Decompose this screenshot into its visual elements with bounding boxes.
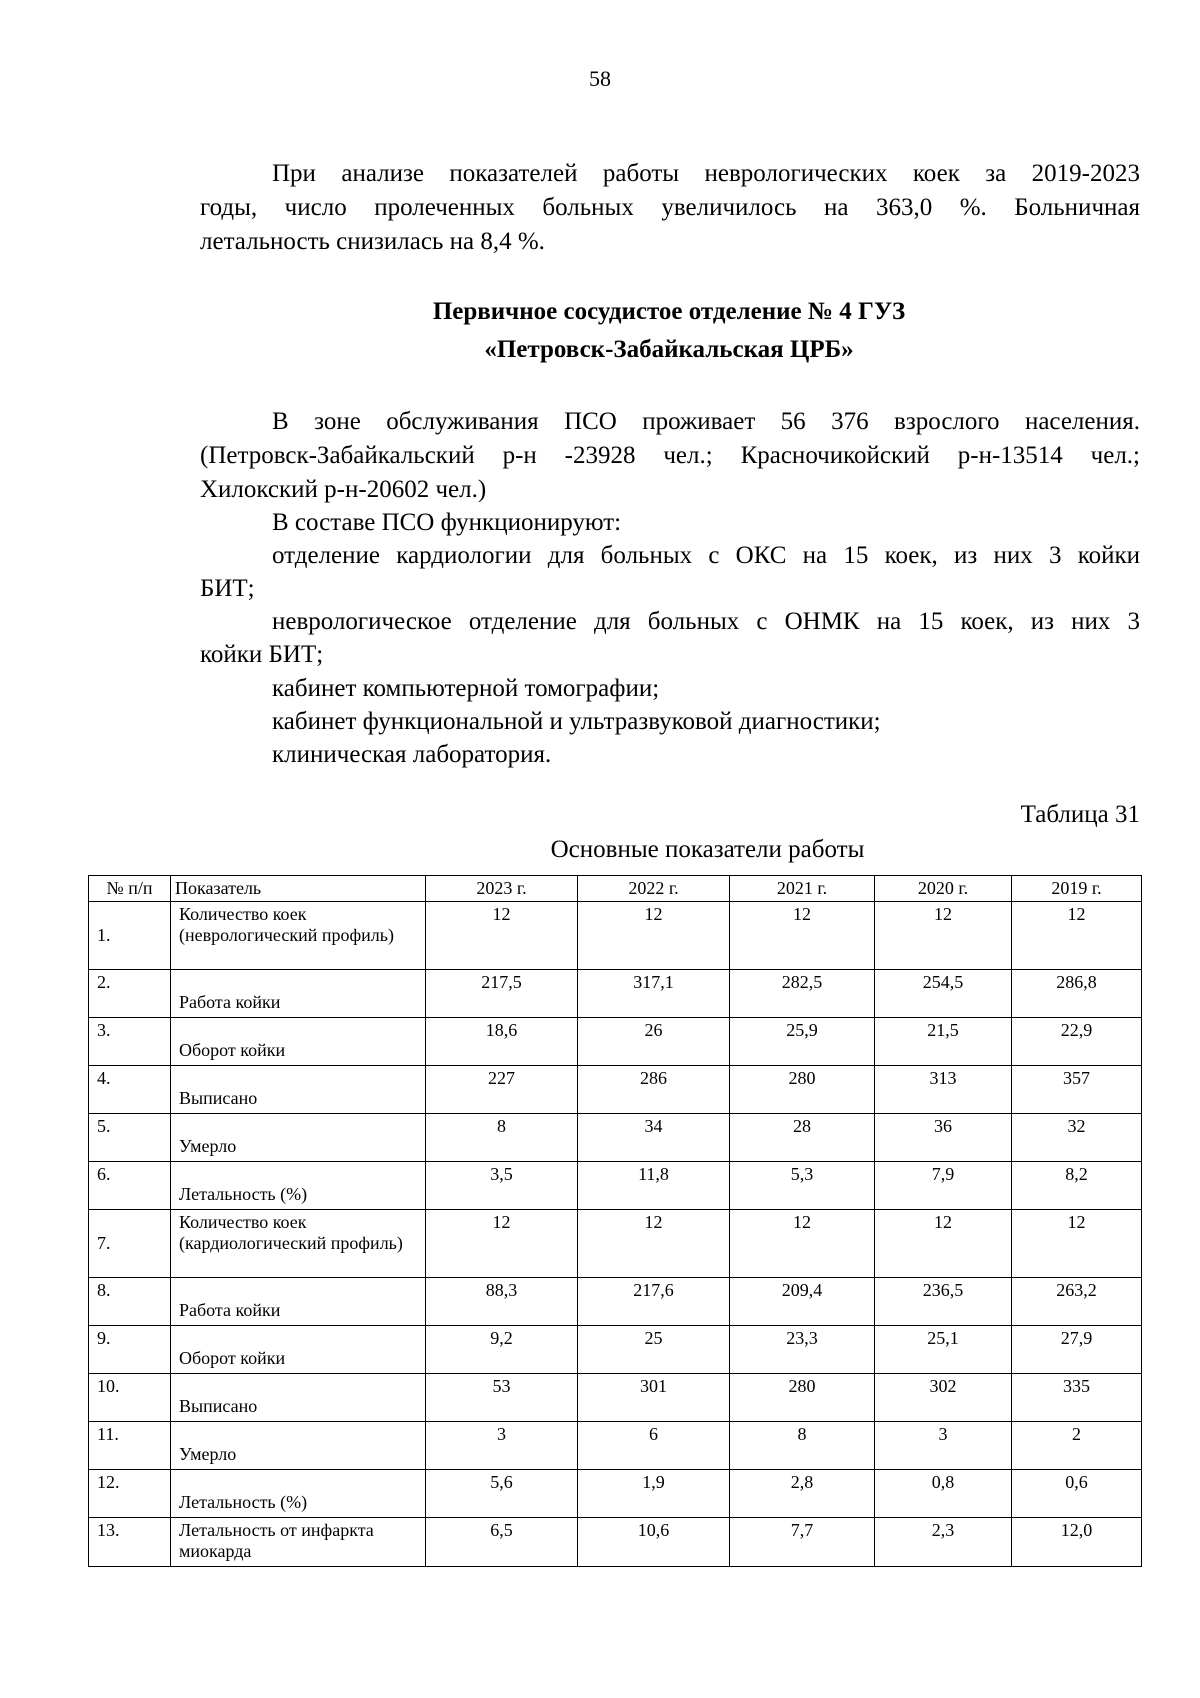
row-indicator: Количество коек (кардиологический профиль) xyxy=(171,1210,426,1278)
indicators-table xyxy=(88,875,1142,1567)
value-2022: 6 xyxy=(578,1422,730,1470)
table-title: Основные показатели работы xyxy=(550,836,865,863)
table-row xyxy=(89,1374,1142,1422)
row-number: 12. xyxy=(89,1470,171,1518)
row-indicator: Летальность (%) xyxy=(171,1470,426,1518)
value-2021: 7,7 xyxy=(730,1518,875,1567)
value-2023: 3 xyxy=(426,1422,578,1470)
table-row xyxy=(89,970,1142,1018)
row-indicator: Оборот койки xyxy=(171,1326,426,1374)
value-2022: 25 xyxy=(578,1326,730,1374)
value-2020: 12 xyxy=(875,1210,1012,1278)
value-2023: 217,5 xyxy=(426,970,578,1018)
value-2021: 209,4 xyxy=(730,1278,875,1326)
table-row xyxy=(89,902,1142,970)
zone-line-3: Хилокский р-н-20602 чел.) xyxy=(200,476,487,503)
value-2019: 8,2 xyxy=(1012,1162,1142,1210)
value-2023: 12 xyxy=(426,1210,578,1278)
value-2023: 88,3 xyxy=(426,1278,578,1326)
value-2020: 2,3 xyxy=(875,1518,1012,1567)
value-2023: 3,5 xyxy=(426,1162,578,1210)
composition-item-5: клиническая лаборатория. xyxy=(272,741,552,768)
row-indicator: Выписано xyxy=(171,1374,426,1422)
value-2019: 32 xyxy=(1012,1114,1142,1162)
value-2023: 6,5 xyxy=(426,1518,578,1567)
row-indicator: Работа койки xyxy=(171,1278,426,1326)
table-row xyxy=(89,1422,1142,1470)
row-number: 13. xyxy=(89,1518,171,1567)
value-2020: 12 xyxy=(875,902,1012,970)
row-number: 11. xyxy=(89,1422,171,1470)
row-number: 10. xyxy=(89,1374,171,1422)
value-2019: 27,9 xyxy=(1012,1326,1142,1374)
row-indicator: Умерло xyxy=(171,1114,426,1162)
value-2020: 302 xyxy=(875,1374,1012,1422)
header-2023: 2023 г. xyxy=(426,876,578,902)
row-indicator: Умерло xyxy=(171,1422,426,1470)
composition-item-1-line-2: БИТ; xyxy=(200,575,255,602)
composition-item-4: кабинет функциональной и ультразвуковой диагностики; xyxy=(272,708,881,735)
value-2021: 28 xyxy=(730,1114,875,1162)
composition-intro: В составе ПСО функционируют: xyxy=(272,509,622,536)
value-2020: 254,5 xyxy=(875,970,1012,1018)
value-2020: 36 xyxy=(875,1114,1012,1162)
intro-line-1: При анализе показателей работы неврологических коек за 2019-2023 xyxy=(272,160,1140,187)
value-2023: 9,2 xyxy=(426,1326,578,1374)
value-2023: 227 xyxy=(426,1066,578,1114)
value-2020: 3 xyxy=(875,1422,1012,1470)
intro-line-2: годы, число пролеченных больных увеличилось на 363,0 %. Больничная xyxy=(200,194,1140,221)
value-2019: 357 xyxy=(1012,1066,1142,1114)
table-row xyxy=(89,1326,1142,1374)
section-heading-line-2: «Петровск-Забайкальская ЦРБ» xyxy=(484,336,854,363)
table-header-row xyxy=(89,876,1142,902)
value-2023: 53 xyxy=(426,1374,578,1422)
value-2022: 12 xyxy=(578,1210,730,1278)
table-row xyxy=(89,1518,1142,1567)
value-2022: 11,8 xyxy=(578,1162,730,1210)
value-2019: 2 xyxy=(1012,1422,1142,1470)
row-number: 2. xyxy=(89,970,171,1018)
section-heading-line-1: Первичное сосудистое отделение № 4 ГУЗ xyxy=(432,298,906,325)
value-2020: 0,8 xyxy=(875,1470,1012,1518)
header-2019: 2019 г. xyxy=(1012,876,1142,902)
value-2023: 5,6 xyxy=(426,1470,578,1518)
header-2020: 2020 г. xyxy=(875,876,1012,902)
intro-line-3: летальность снизилась на 8,4 %. xyxy=(200,228,545,255)
value-2022: 26 xyxy=(578,1018,730,1066)
value-2022: 1,9 xyxy=(578,1470,730,1518)
value-2019: 12 xyxy=(1012,902,1142,970)
value-2022: 12 xyxy=(578,902,730,970)
zone-line-1: В зоне обслуживания ПСО проживает 56 376 взрослого населения. xyxy=(272,408,1140,435)
value-2019: 286,8 xyxy=(1012,970,1142,1018)
value-2020: 7,9 xyxy=(875,1162,1012,1210)
value-2022: 34 xyxy=(578,1114,730,1162)
composition-item-2-line-1: неврологическое отделение для больных с ОНМК на 15 коек, из них 3 xyxy=(272,608,1140,635)
value-2021: 12 xyxy=(730,902,875,970)
value-2022: 301 xyxy=(578,1374,730,1422)
table-row xyxy=(89,1114,1142,1162)
value-2022: 317,1 xyxy=(578,970,730,1018)
row-indicator: Работа койки xyxy=(171,970,426,1018)
row-number: 5. xyxy=(89,1114,171,1162)
row-number: 1. xyxy=(89,902,171,970)
row-number: 6. xyxy=(89,1162,171,1210)
value-2020: 25,1 xyxy=(875,1326,1012,1374)
table-row xyxy=(89,1210,1142,1278)
value-2021: 280 xyxy=(730,1374,875,1422)
header-2022: 2022 г. xyxy=(578,876,730,902)
value-2019: 335 xyxy=(1012,1374,1142,1422)
value-2023: 18,6 xyxy=(426,1018,578,1066)
value-2019: 22,9 xyxy=(1012,1018,1142,1066)
value-2021: 12 xyxy=(730,1210,875,1278)
composition-item-3: кабинет компьютерной томографии; xyxy=(272,675,660,702)
value-2019: 12 xyxy=(1012,1210,1142,1278)
table-row xyxy=(89,1162,1142,1210)
value-2022: 10,6 xyxy=(578,1518,730,1567)
row-number: 3. xyxy=(89,1018,171,1066)
value-2019: 12,0 xyxy=(1012,1518,1142,1567)
header-indicator: Показатель xyxy=(171,876,426,902)
value-2023: 8 xyxy=(426,1114,578,1162)
table-row xyxy=(89,1018,1142,1066)
header-num: № п/п xyxy=(89,876,171,902)
table-row xyxy=(89,1066,1142,1114)
value-2019: 0,6 xyxy=(1012,1470,1142,1518)
row-indicator: Оборот койки xyxy=(171,1018,426,1066)
composition-item-2-line-2: койки БИТ; xyxy=(200,641,324,668)
composition-item-1-line-1: отделение кардиологии для больных с ОКС на 15 коек, из них 3 койки xyxy=(272,542,1140,569)
value-2021: 25,9 xyxy=(730,1018,875,1066)
row-number: 8. xyxy=(89,1278,171,1326)
table-row xyxy=(89,1278,1142,1326)
row-number: 7. xyxy=(89,1210,171,1278)
row-number: 9. xyxy=(89,1326,171,1374)
row-indicator: Выписано xyxy=(171,1066,426,1114)
value-2020: 236,5 xyxy=(875,1278,1012,1326)
table-row xyxy=(89,1470,1142,1518)
value-2021: 2,8 xyxy=(730,1470,875,1518)
value-2021: 282,5 xyxy=(730,970,875,1018)
value-2021: 8 xyxy=(730,1422,875,1470)
row-indicator: Летальность (%) xyxy=(171,1162,426,1210)
row-number: 4. xyxy=(89,1066,171,1114)
value-2023: 12 xyxy=(426,902,578,970)
zone-line-2: (Петровск-Забайкальский р-н -23928 чел.; Красночикойский р-н-13514 чел.; xyxy=(200,442,1140,469)
value-2020: 21,5 xyxy=(875,1018,1012,1066)
value-2022: 217,6 xyxy=(578,1278,730,1326)
value-2021: 23,3 xyxy=(730,1326,875,1374)
value-2019: 263,2 xyxy=(1012,1278,1142,1326)
header-2021: 2021 г. xyxy=(730,876,875,902)
row-indicator: Летальность от инфаркта миокарда xyxy=(171,1518,426,1567)
value-2020: 313 xyxy=(875,1066,1012,1114)
page-number: 58 xyxy=(589,66,611,91)
value-2022: 286 xyxy=(578,1066,730,1114)
value-2021: 5,3 xyxy=(730,1162,875,1210)
table-label: Таблица 31 xyxy=(1020,801,1140,828)
row-indicator: Количество коек (неврологический профиль) xyxy=(171,902,426,970)
value-2021: 280 xyxy=(730,1066,875,1114)
